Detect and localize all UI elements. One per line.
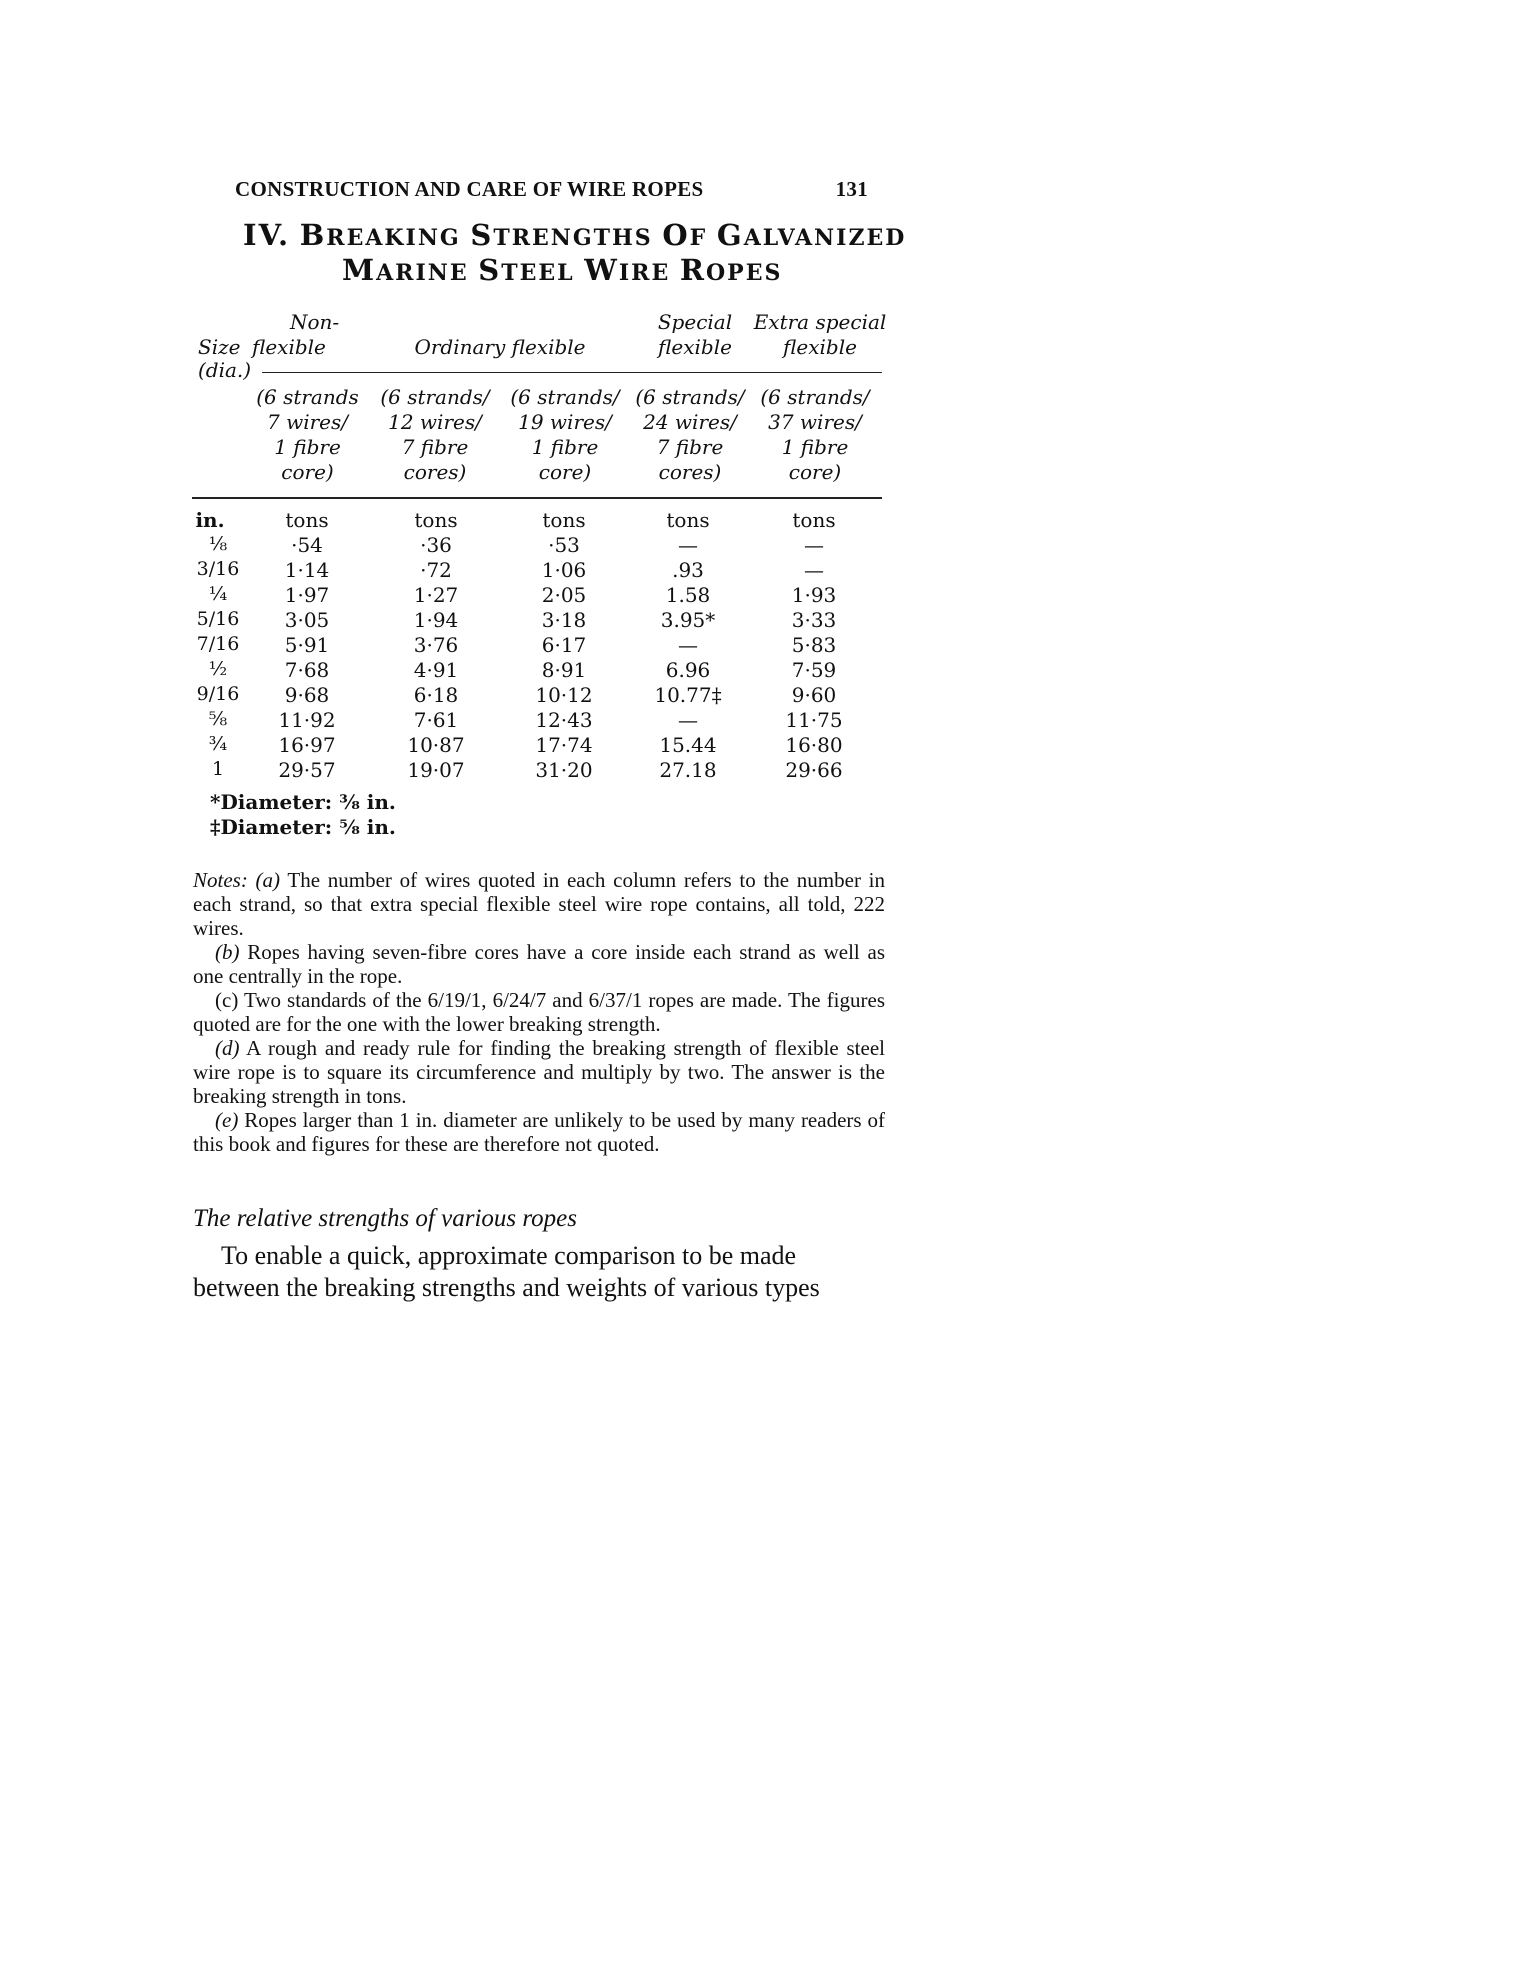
table-cell: 27.18 — [659, 758, 717, 782]
table-title-line-2: MARINE STEEL WIRE ROPES — [342, 253, 783, 287]
unit-in: in. — [195, 508, 225, 532]
table-title-line-1: IV. BREAKING STRENGTHS OF GALVANIZED — [243, 218, 907, 252]
running-head — [235, 177, 868, 202]
row-size: 7/16 — [196, 633, 240, 655]
table-cell: 16·97 — [278, 733, 336, 757]
size-unit-label: (dia.) — [198, 358, 252, 382]
note-b: (b) Ropes having seven-fibre cores have a core inside each strand as well as one centrally in the rope. — [193, 940, 885, 988]
page-number: 131 — [835, 177, 868, 201]
notes — [193, 868, 885, 1156]
table-cell: 5·83 — [791, 633, 837, 657]
running-head-title: CONSTRUCTION AND CARE OF WIRE ROPES — [235, 177, 704, 201]
table-cell: 1·94 — [413, 608, 459, 632]
construction-col-3: (6 strands/ 19 wires/ 1 fibre core) — [510, 385, 620, 484]
header-divider-dashed — [262, 372, 882, 373]
table-cell: 1·27 — [413, 583, 459, 607]
table-cell: — — [678, 708, 698, 732]
table-cell: 5·91 — [284, 633, 330, 657]
row-size: ⅛ — [208, 533, 228, 555]
group-ordinary-flexible: Ordinary flexible — [414, 335, 586, 359]
table-cell: 3·05 — [284, 608, 330, 632]
table-cell: ·36 — [420, 533, 452, 557]
table-cell: 4·91 — [413, 658, 459, 682]
table-cell: 11·75 — [785, 708, 843, 732]
body-paragraph: To enable a quick, approximate comparison to be made between the breaking strengths and weights of various types — [193, 1241, 820, 1302]
note-e: (e) Ropes larger than 1 in. diameter are unlikely to be used by many readers of this book and figures for these are therefore not quoted. — [193, 1108, 885, 1156]
table-cell: 9·60 — [791, 683, 837, 707]
footnote-double-dagger: ‡Diameter: ⅝ in. — [210, 815, 396, 839]
note-a: Notes: (a) The number of wires quoted in each column refers to the number in each strand, so that extra special flexible steel wire rope contains, all told, 222 wires. — [193, 868, 885, 940]
table-cell: 29·66 — [785, 758, 843, 782]
unit-col-3: tons — [542, 508, 586, 532]
construction-col-5: (6 strands/ 37 wires/ 1 fibre core) — [760, 385, 870, 484]
section-subheading: The relative strengths of various ropes — [193, 1205, 577, 1232]
note-d: (d) A rough and ready rule for finding the breaking strength of flexible steel wire rope is to square its circumference and multiply by two. The answer is the breaking strength in tons. — [193, 1036, 885, 1108]
table-cell: 19·07 — [407, 758, 465, 782]
unit-col-1: tons — [285, 508, 329, 532]
group-non-flexible: Non- flexible — [252, 310, 340, 359]
table-cell: — — [804, 558, 824, 582]
unit-col-4: tons — [666, 508, 710, 532]
table-cell: 7·61 — [413, 708, 459, 732]
table-cell: 7·59 — [791, 658, 837, 682]
header-bottom-rule — [192, 497, 882, 499]
table-cell: 8·91 — [541, 658, 587, 682]
table-cell: 3.95* — [660, 608, 716, 632]
table-cell: 6·17 — [541, 633, 587, 657]
table-cell: 9·68 — [284, 683, 330, 707]
table-cell: — — [804, 533, 824, 557]
table-cell: 29·57 — [278, 758, 336, 782]
group-special-flexible: Special flexible — [657, 310, 733, 359]
table-cell: 10.77‡ — [654, 683, 722, 707]
table-cell: 1·97 — [284, 583, 330, 607]
table-cell: — — [678, 533, 698, 557]
table-cell: 1·93 — [791, 583, 837, 607]
table-cell: 1.58 — [665, 583, 711, 607]
note-c: (c) Two standards of the 6/19/1, 6/24/7 and 6/37/1 ropes are made. The figures quoted are for the one with the lower breaking strength. — [193, 988, 885, 1036]
footnote-star: *Diameter: ⅜ in. — [210, 790, 396, 814]
table-cell: 3·76 — [413, 633, 459, 657]
construction-col-2: (6 strands/ 12 wires/ 7 fibre cores) — [380, 385, 490, 484]
table-cell: 1·14 — [284, 558, 330, 582]
table-cell: ·72 — [420, 558, 452, 582]
unit-col-2: tons — [414, 508, 458, 532]
unit-col-5: tons — [792, 508, 836, 532]
table-cell: 15.44 — [659, 733, 717, 757]
row-size: 9/16 — [196, 683, 240, 705]
group-extra-special-flexible: Extra special flexible — [753, 310, 887, 359]
table-cell: 6·18 — [413, 683, 459, 707]
construction-col-1: (6 strands 7 wires/ 1 fibre core) — [256, 385, 359, 484]
table-cell: 11·92 — [278, 708, 336, 732]
table-cell: 2·05 — [541, 583, 587, 607]
table-cell: 16·80 — [785, 733, 843, 757]
row-size: ½ — [208, 658, 228, 680]
table-cell: 3·18 — [541, 608, 587, 632]
table-cell: 17·74 — [535, 733, 593, 757]
row-size: 5/16 — [196, 608, 240, 630]
row-size: 3/16 — [196, 558, 240, 580]
row-size: ¼ — [208, 583, 228, 605]
table-cell: 7·68 — [284, 658, 330, 682]
construction-col-4: (6 strands/ 24 wires/ 7 fibre cores) — [635, 385, 745, 484]
table-cell: 3·33 — [791, 608, 837, 632]
table-cell: 6.96 — [665, 658, 711, 682]
table-cell: 1·06 — [541, 558, 587, 582]
row-size: 1 — [211, 758, 225, 780]
table-cell: 10·12 — [535, 683, 593, 707]
table-cell: 12·43 — [535, 708, 593, 732]
table-cell: .93 — [672, 558, 704, 582]
table-cell: ·53 — [548, 533, 580, 557]
size-label: Size — [198, 335, 241, 359]
table-cell: — — [678, 633, 698, 657]
table-cell: 31·20 — [535, 758, 593, 782]
table-cell: 10·87 — [407, 733, 465, 757]
row-size: ¾ — [208, 733, 228, 755]
row-size: ⅝ — [208, 708, 228, 730]
table-cell: ·54 — [291, 533, 323, 557]
